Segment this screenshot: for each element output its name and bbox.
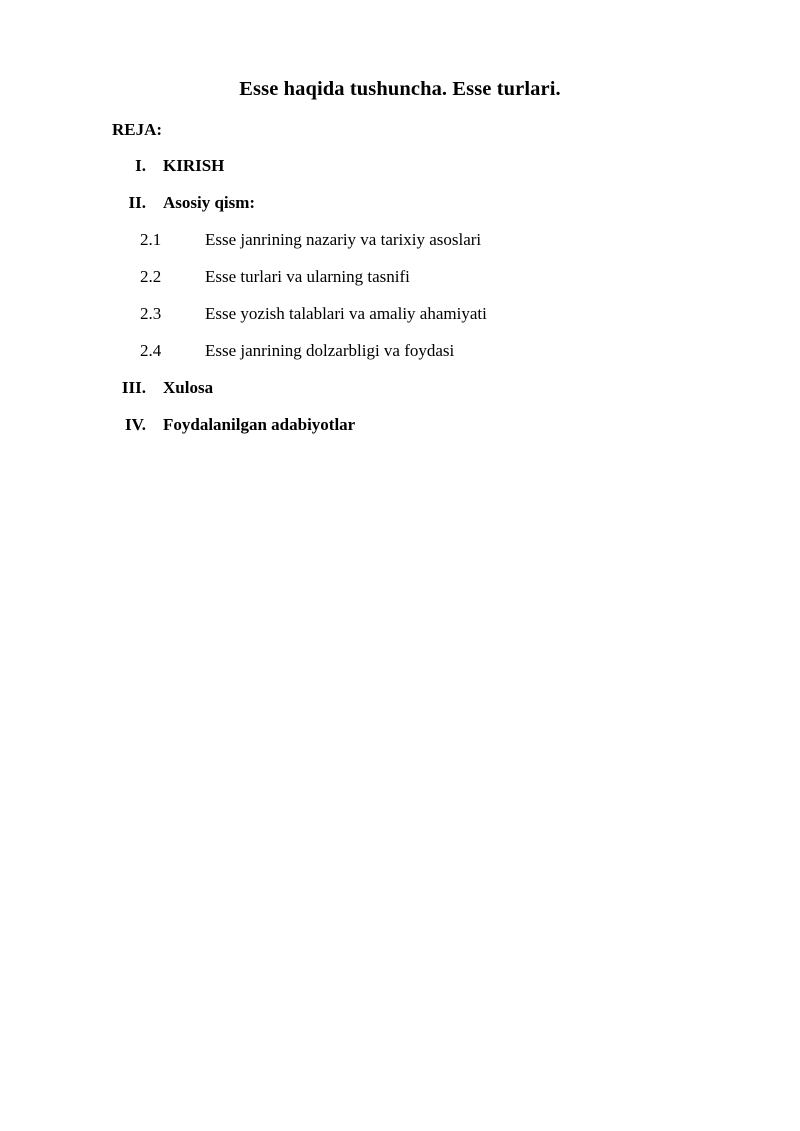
table-of-contents	[0, 156, 800, 452]
outline-item-2-3	[0, 304, 800, 341]
outline-item-number: 2.2	[140, 267, 162, 286]
outline-item-number: 2.4	[140, 341, 162, 360]
outline-item-label: Foydalanilgan adabiyotlar	[163, 415, 356, 434]
outline-item-xulosa	[0, 378, 800, 415]
outline-item-label: KIRISH	[163, 156, 225, 175]
plan-heading: REJA:	[112, 120, 163, 139]
outline-item-label: Esse janrining nazariy va tarixiy asoslari	[205, 230, 482, 249]
outline-item-2-4	[0, 341, 800, 378]
outline-item-label: Esse janrining dolzarbligi va foydasi	[205, 341, 455, 360]
outline-item-number: II.	[128, 193, 146, 212]
outline-item-number: III.	[121, 378, 146, 397]
outline-item-foydalanilgan-adabiyotlar	[0, 415, 800, 452]
outline-item-label: Esse yozish talablari va amaliy ahamiyati	[205, 304, 487, 323]
outline-item-label: Asosiy qism:	[163, 193, 256, 212]
outline-item-number: 2.3	[140, 304, 162, 323]
outline-item-kirish	[0, 156, 800, 193]
outline-item-number: I.	[135, 156, 146, 175]
outline-item-label: Xulosa	[163, 378, 214, 397]
outline-item-asosiy-qism	[0, 193, 800, 230]
outline-item-number: 2.1	[140, 230, 162, 249]
outline-item-label: Esse turlari va ularning tasnifi	[205, 267, 410, 286]
outline-item-2-2	[0, 267, 800, 304]
outline-item-2-1	[0, 230, 800, 267]
page-title: Esse haqida tushuncha. Esse turlari.	[239, 78, 561, 100]
outline-item-number: IV.	[125, 415, 146, 434]
